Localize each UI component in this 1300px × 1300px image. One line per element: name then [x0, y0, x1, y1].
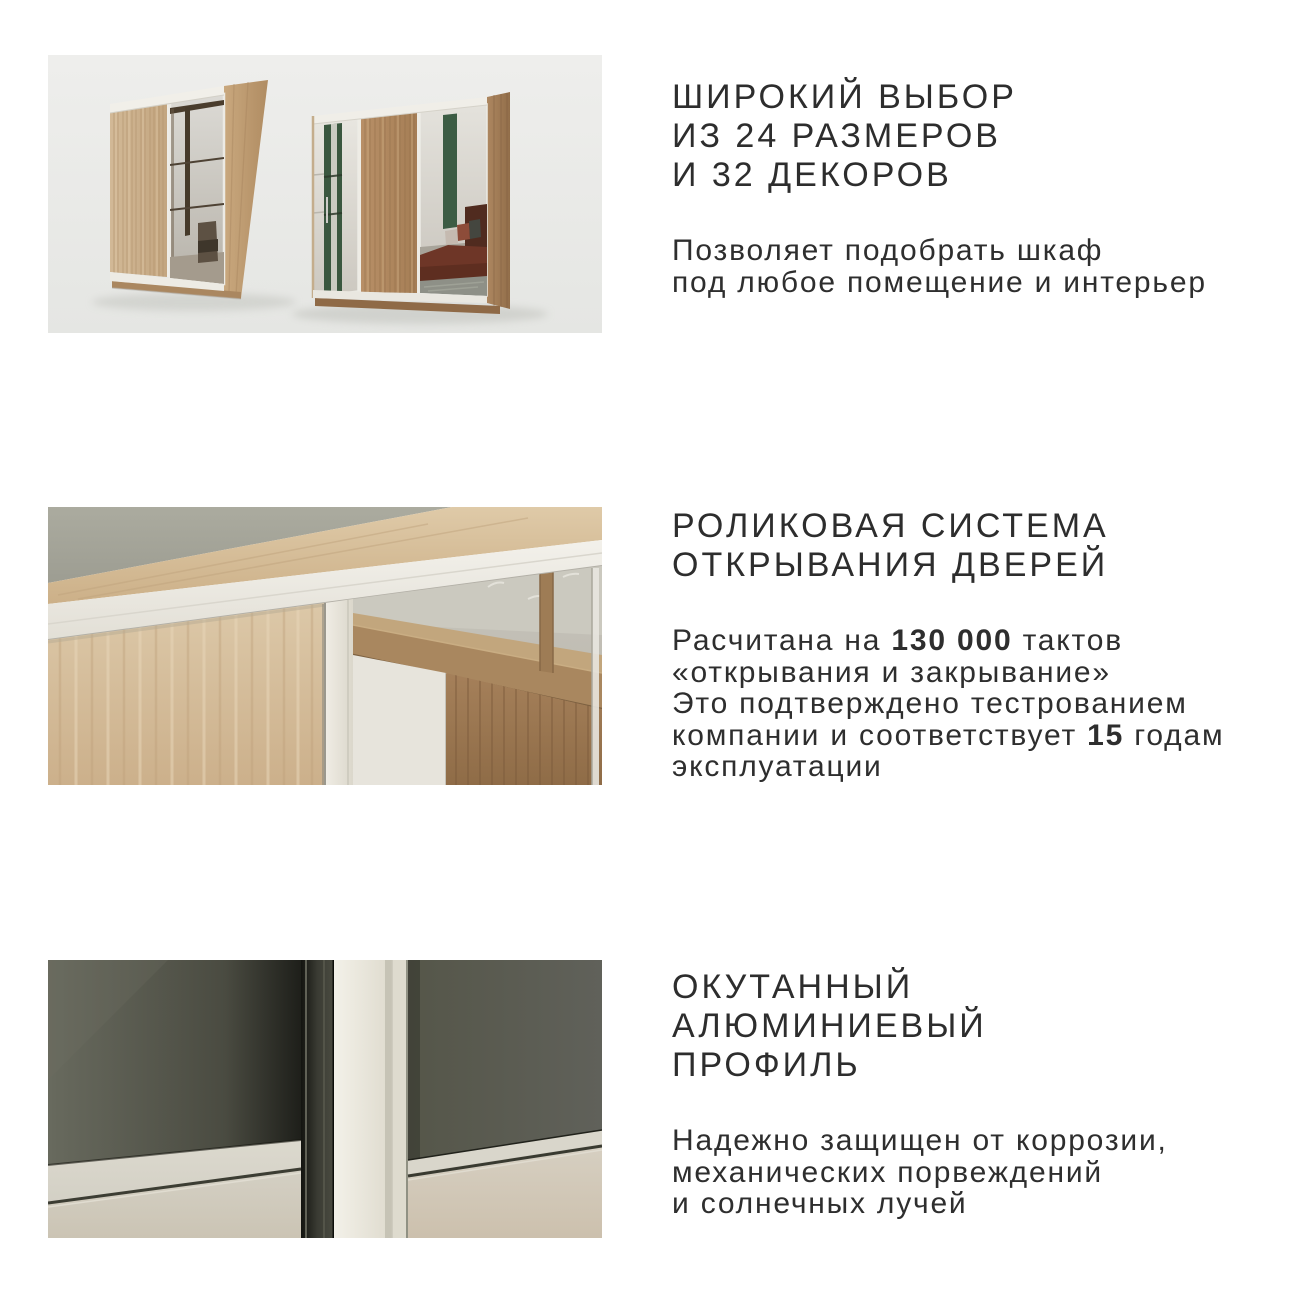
left-door-panel: [48, 960, 301, 1238]
vertical-profile: [325, 599, 353, 785]
body-line: Это подтверждено тестрованием: [672, 687, 1188, 720]
heading-line: ОКУТАННЫЙ: [672, 968, 914, 1006]
body-text: годам: [1124, 718, 1225, 752]
aluminium-profile-photo: [48, 960, 602, 1238]
body-line: под любое помещение и интерьер: [672, 265, 1207, 299]
section-heading: [672, 968, 1282, 1085]
right-wardrobe: [313, 92, 510, 314]
center-profile: [301, 960, 408, 1238]
left-wardrobe: [110, 80, 268, 299]
section-body: [672, 235, 1282, 298]
body-text: компании и соответствует: [672, 718, 1088, 752]
body-number: 15: [1087, 718, 1125, 752]
body-line: и солнечных лучей: [672, 1187, 968, 1220]
section-heading: [672, 78, 1282, 195]
section-size-choice: [0, 55, 1300, 333]
body-line: механических порвеждений: [672, 1155, 1103, 1189]
section-text: [672, 507, 1282, 783]
body-line: «открывания и закрывание»: [672, 655, 1111, 689]
body-line: [672, 720, 1282, 752]
body-line: эксплуатации: [672, 750, 883, 783]
body-text: Расчитана на: [672, 624, 892, 657]
section-body: [672, 1125, 1282, 1220]
heading-line: РОЛИКОВАЯ СИСТЕМА: [672, 507, 1109, 545]
heading-line: ИЗ 24 РАЗМЕРОВ: [672, 117, 1001, 155]
section-aluminium-profile: [0, 960, 1300, 1238]
body-line: Надежно защищен от коррозии,: [672, 1124, 1168, 1157]
heading-line: АЛЮМИНИЕВЫЙ: [672, 1007, 987, 1045]
heading-line: И 32 ДЕКОРОВ: [672, 156, 952, 194]
right-door-panel: [408, 960, 602, 1238]
heading-line: ШИРОКИЙ ВЫБОР: [672, 78, 1017, 116]
body-line: Позволяет подобрать шкаф: [672, 234, 1104, 267]
section-heading: [672, 507, 1282, 585]
heading-line: ОТКРЫВАНИЯ ДВЕРЕЙ: [672, 546, 1109, 584]
section-text: [672, 968, 1282, 1220]
body-number: 130 000: [891, 624, 1013, 657]
body-text: тактов: [1012, 624, 1123, 657]
roller-track-illustration: [48, 507, 602, 785]
body-line: [672, 625, 1282, 657]
section-body: [672, 625, 1282, 783]
aluminium-profile-illustration: [48, 960, 602, 1238]
section-roller-system: [0, 507, 1300, 785]
heading-line: ПРОФИЛЬ: [672, 1046, 861, 1084]
section-text: [672, 78, 1282, 298]
wardrobes-illustration: [48, 55, 602, 333]
roller-track-photo: [48, 507, 602, 785]
wardrobes-photo: [48, 55, 602, 333]
